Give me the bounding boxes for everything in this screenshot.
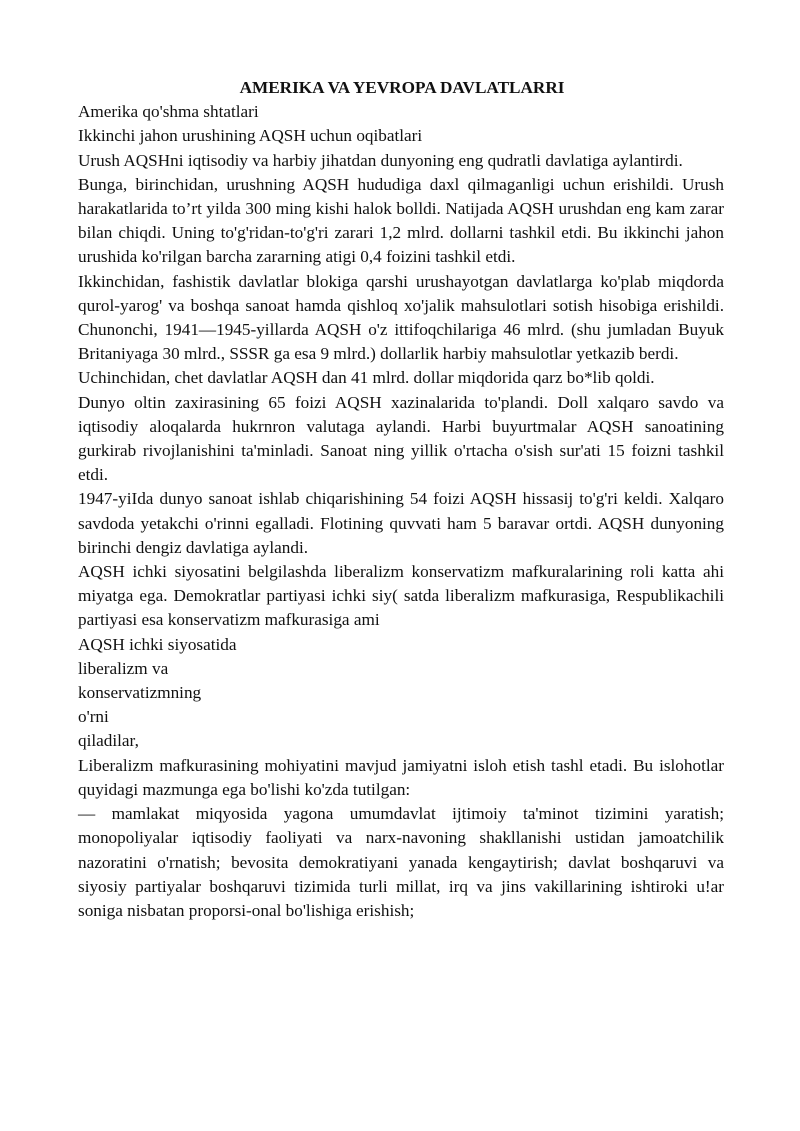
paragraph: Liberalizm mafkurasining mohiyatini mavjud jamiyatni isloh etish tashl etadi. Bu islohotlar quyidagi mazmunga ega bo'lishi ko'zda tutilgan: [78,755,724,799]
subtitle-usa: Amerika qo'shma shtatlari [78,102,259,122]
fragment-line: AQSH ichki siyosatida [78,634,237,654]
document-title: AMERIKA VA YEVROPA DAVLATLARRI [239,78,565,97]
paragraph: Urush AQSHni iqtisodiy va harbiy jihatdan dunyoning eng qudratli davlatiga aylantirdi. [78,150,683,170]
paragraph: Bunga, birinchidan, urushning AQSH hududiga daxl qilmaganligi uchun erishildi. Urush harakatlarida to’rt yilda 300 ming kishi halok bolldi. Natijada AQSH urushdan eng kam zarar bilan chiqdi. Uning to'g'ridan-to'g'ri zarari 1,2 mlrd. dollarni tashkil etdi. Bu ikkinchi jahon urushida ko'rilgan barcha zararning atigi 0,4 foizini tashkil etdi. [78,174,724,267]
fragment-line: qiladilar, [78,731,139,751]
fragment-line: liberalizm va [78,658,169,678]
paragraph: Uchinchidan, chet davlatlar AQSH dan 41 mlrd. dollar miqdorida qarz bo*lib qoldi. [78,368,655,388]
paragraph: Dunyo oltin zaxirasining 65 foizi AQSH xazinalarida to'plandi. Doll xalqaro savdo va iqtisodiy aloqalarda hukrnron valutaga aylandi. Harbi buyurtmalar AQSH sanoatining gurkirab rivojlanishini ta'minladi. Sanoat ning yillik o'rtacha o'sish sur'ati 15 foizni tashkil etdi. [78,392,724,485]
paragraph: Ikkinchidan, fashistik davlatlar blokiga qarshi urushayotgan davlatlarga ko'plab miqdorda qurol-yarog' va boshqa sanoat hamda qishloq xo'jalik mahsulotlari sotish hisobiga erishildi. Chunonchi, 1941—1945-yillarda AQSH o'z ittifoqchilariga 46 mlrd. (shu jumladan Buyuk Britaniyaga 30 mlrd., SSSR ga esa 9 mlrd.) dollarlik harbiy mahsulotlar yetkazib berdi. [78,271,724,364]
paragraph: AQSH ichki siyosatini belgilashda liberalizm konservatizm mafkuralarining roli katta ahi miyatga ega. Demokratlar partiyasi ichki siy( satda liberalizm mafkurasiga, Respublikachili partiyasi esa konservatizm mafkurasiga ami [78,562,724,630]
document-page [78,76,724,923]
paragraph: — mamlakat miqyosida yagona umumdavlat ijtimoiy ta'minot tizimini yaratish; monopoliyalar iqtisodiy faoliyati va narx-navoning shakllanishi ustidan jamoatchilik nazoratini o'rnatish; bevosita demokratiyani yanada kengaytirish; davlat boshqaruvi va siyosiy partiyalar boshqaruvi tizimida turli millat, irq va jins vakillarining ishtiroki u!ar soniga nisbatan proporsi-onal bo'lishiga erishish; [78,804,724,920]
section-heading: Ikkinchi jahon urushining AQSH uchun oqibatlari [78,126,423,146]
paragraph: 1947-yiIda dunyo sanoat ishlab chiqarishining 54 foizi AQSH hissasij to'g'ri keldi. Xalqaro savdoda yetakchi o'rinni egalladi. Flotining quvvati ham 5 baravar ortdi. AQSH dunyoning birinchi dengiz davlatiga aylandi. [78,489,724,557]
fragment-line: o'rni [78,707,109,727]
fragment-line: konservatizmning [78,683,202,703]
